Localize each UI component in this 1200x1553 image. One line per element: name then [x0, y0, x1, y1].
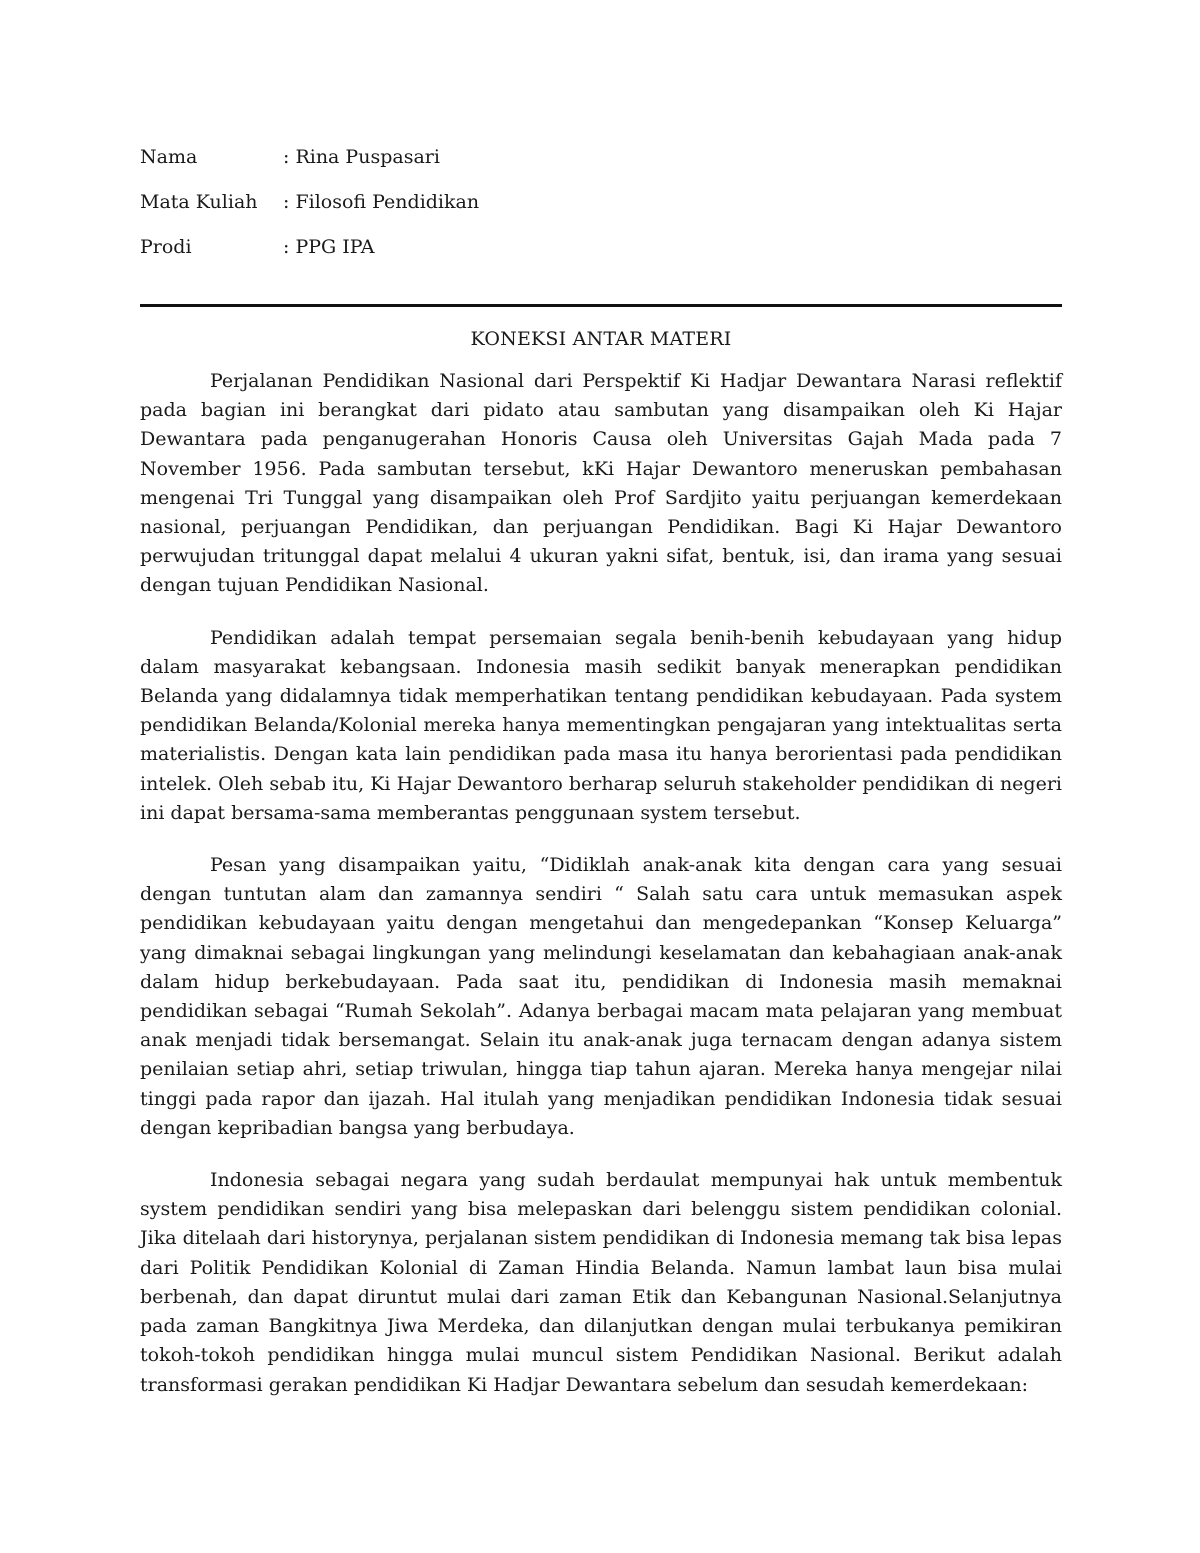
identity-value: : PPG IPA	[283, 236, 375, 258]
identity-label: Mata Kuliah	[140, 191, 258, 213]
horizontal-divider	[140, 304, 1062, 307]
paragraph: Pendidikan adalah tempat persemaian segala benih-benih kebudayaan yang hidup dalam masyarakat kebangsaan. Indonesia masih sedikit banyak menerapkan pendidikan Belanda yang didalamnya tidak memperhatikan tentang pendidikan kebudayaan. Pada system pendidikan Belanda/Kolonial mereka hanya mementingkan pengajaran yang intektualitas serta materialistis. Dengan kata lain pendidikan pada masa itu hanya berorientasi pada pendidikan intelek. Oleh sebab itu, Ki Hajar Dewantoro berharap seluruh stakeholder pendidikan di negeri ini dapat bersama-sama memberantas penggunaan system tersebut.	[140, 626, 1062, 824]
document-title: KONEKSI ANTAR MATERI	[470, 328, 732, 350]
paragraph: Pesan yang disampaikan yaitu, “Didiklah anak-anak kita dengan cara yang sesuai dengan tuntutan alam dan zamannya sendiri “ Salah satu cara untuk memasukan aspek pendidikan kebudayaan yaitu dengan mengetahui dan mengedepankan “Konsep Keluarga” yang dimaknai sebagai lingkungan yang melindungi keselamatan dan kebahagiaan anak-anak dalam hidup berkebudayaan. Pada saat itu, pendidikan di Indonesia masih memaknai pendidikan sebagai “Rumah Sekolah”. Adanya berbagai macam mata pelajaran yang membuat anak menjadi tidak bersemangat. Selain itu anak-anak juga ternacam dengan adanya sistem penilaian setiap ahri, setiap triwulan, hingga tiap tahun ajaran. Mereka hanya mengejar nilai tinggi pada rapor dan ijazah. Hal itulah yang menjadikan pendidikan Indonesia tidak sesuai dengan kepribadian bangsa yang berbudaya.	[140, 854, 1062, 1139]
document-body	[140, 367, 1062, 1423]
identity-value: : Rina Puspasari	[283, 146, 440, 168]
identity-row-mata-kuliah	[140, 185, 1062, 230]
identity-label: Nama	[140, 146, 198, 168]
identity-label: Prodi	[140, 236, 192, 258]
paragraph: Indonesia sebagai negara yang sudah berdaulat mempunyai hak untuk membentuk system pendidikan sendiri yang bisa melepaskan dari belenggu sistem pendidikan colonial. Jika ditelaah dari historynya, perjalanan sistem pendidikan di Indonesia memang tak bisa lepas dari Politik Pendidikan Kolonial di Zaman Hindia Belanda. Namun lambat laun bisa mulai berbenah, dan dapat diruntut mulai dari zaman Etik dan Kebangunan Nasional.Selanjutnya pada zaman Bangkitnya Jiwa Merdeka, dan dilanjutkan dengan mulai terbukanya pemikiran tokoh-tokoh pendidikan hingga mulai muncul sistem Pendidikan Nasional. Berikut adalah transformasi gerakan pendidikan Ki Hadjar Dewantara sebelum dan sesudah kemerdekaan:	[140, 1169, 1062, 1396]
identity-row-nama	[140, 140, 1062, 185]
paragraph: Perjalanan Pendidikan Nasional dari Perspektif Ki Hadjar Dewantara Narasi reflektif pada bagian ini berangkat dari pidato atau sambutan yang disampaikan oleh Ki Hajar Dewantara pada penganugerahan Honoris Causa oleh Universitas Gajah Mada pada 7 November 1956. Pada sambutan tersebut, kKi Hajar Dewantoro meneruskan pembahasan mengenai Tri Tunggal yang disampaikan oleh Prof Sardjito yaitu perjuangan kemerdekaan nasional, perjuangan Pendidikan, dan perjuangan Pendidikan. Bagi Ki Hajar Dewantoro perwujudan tritunggal dapat melalui 4 ukuran yakni sifat, bentuk, isi, dan irama yang sesuai dengan tujuan Pendidikan Nasional.	[140, 370, 1062, 597]
identity-value: : Filosofi Pendidikan	[283, 191, 480, 213]
identity-block	[140, 140, 1062, 275]
identity-row-prodi	[140, 230, 1062, 275]
